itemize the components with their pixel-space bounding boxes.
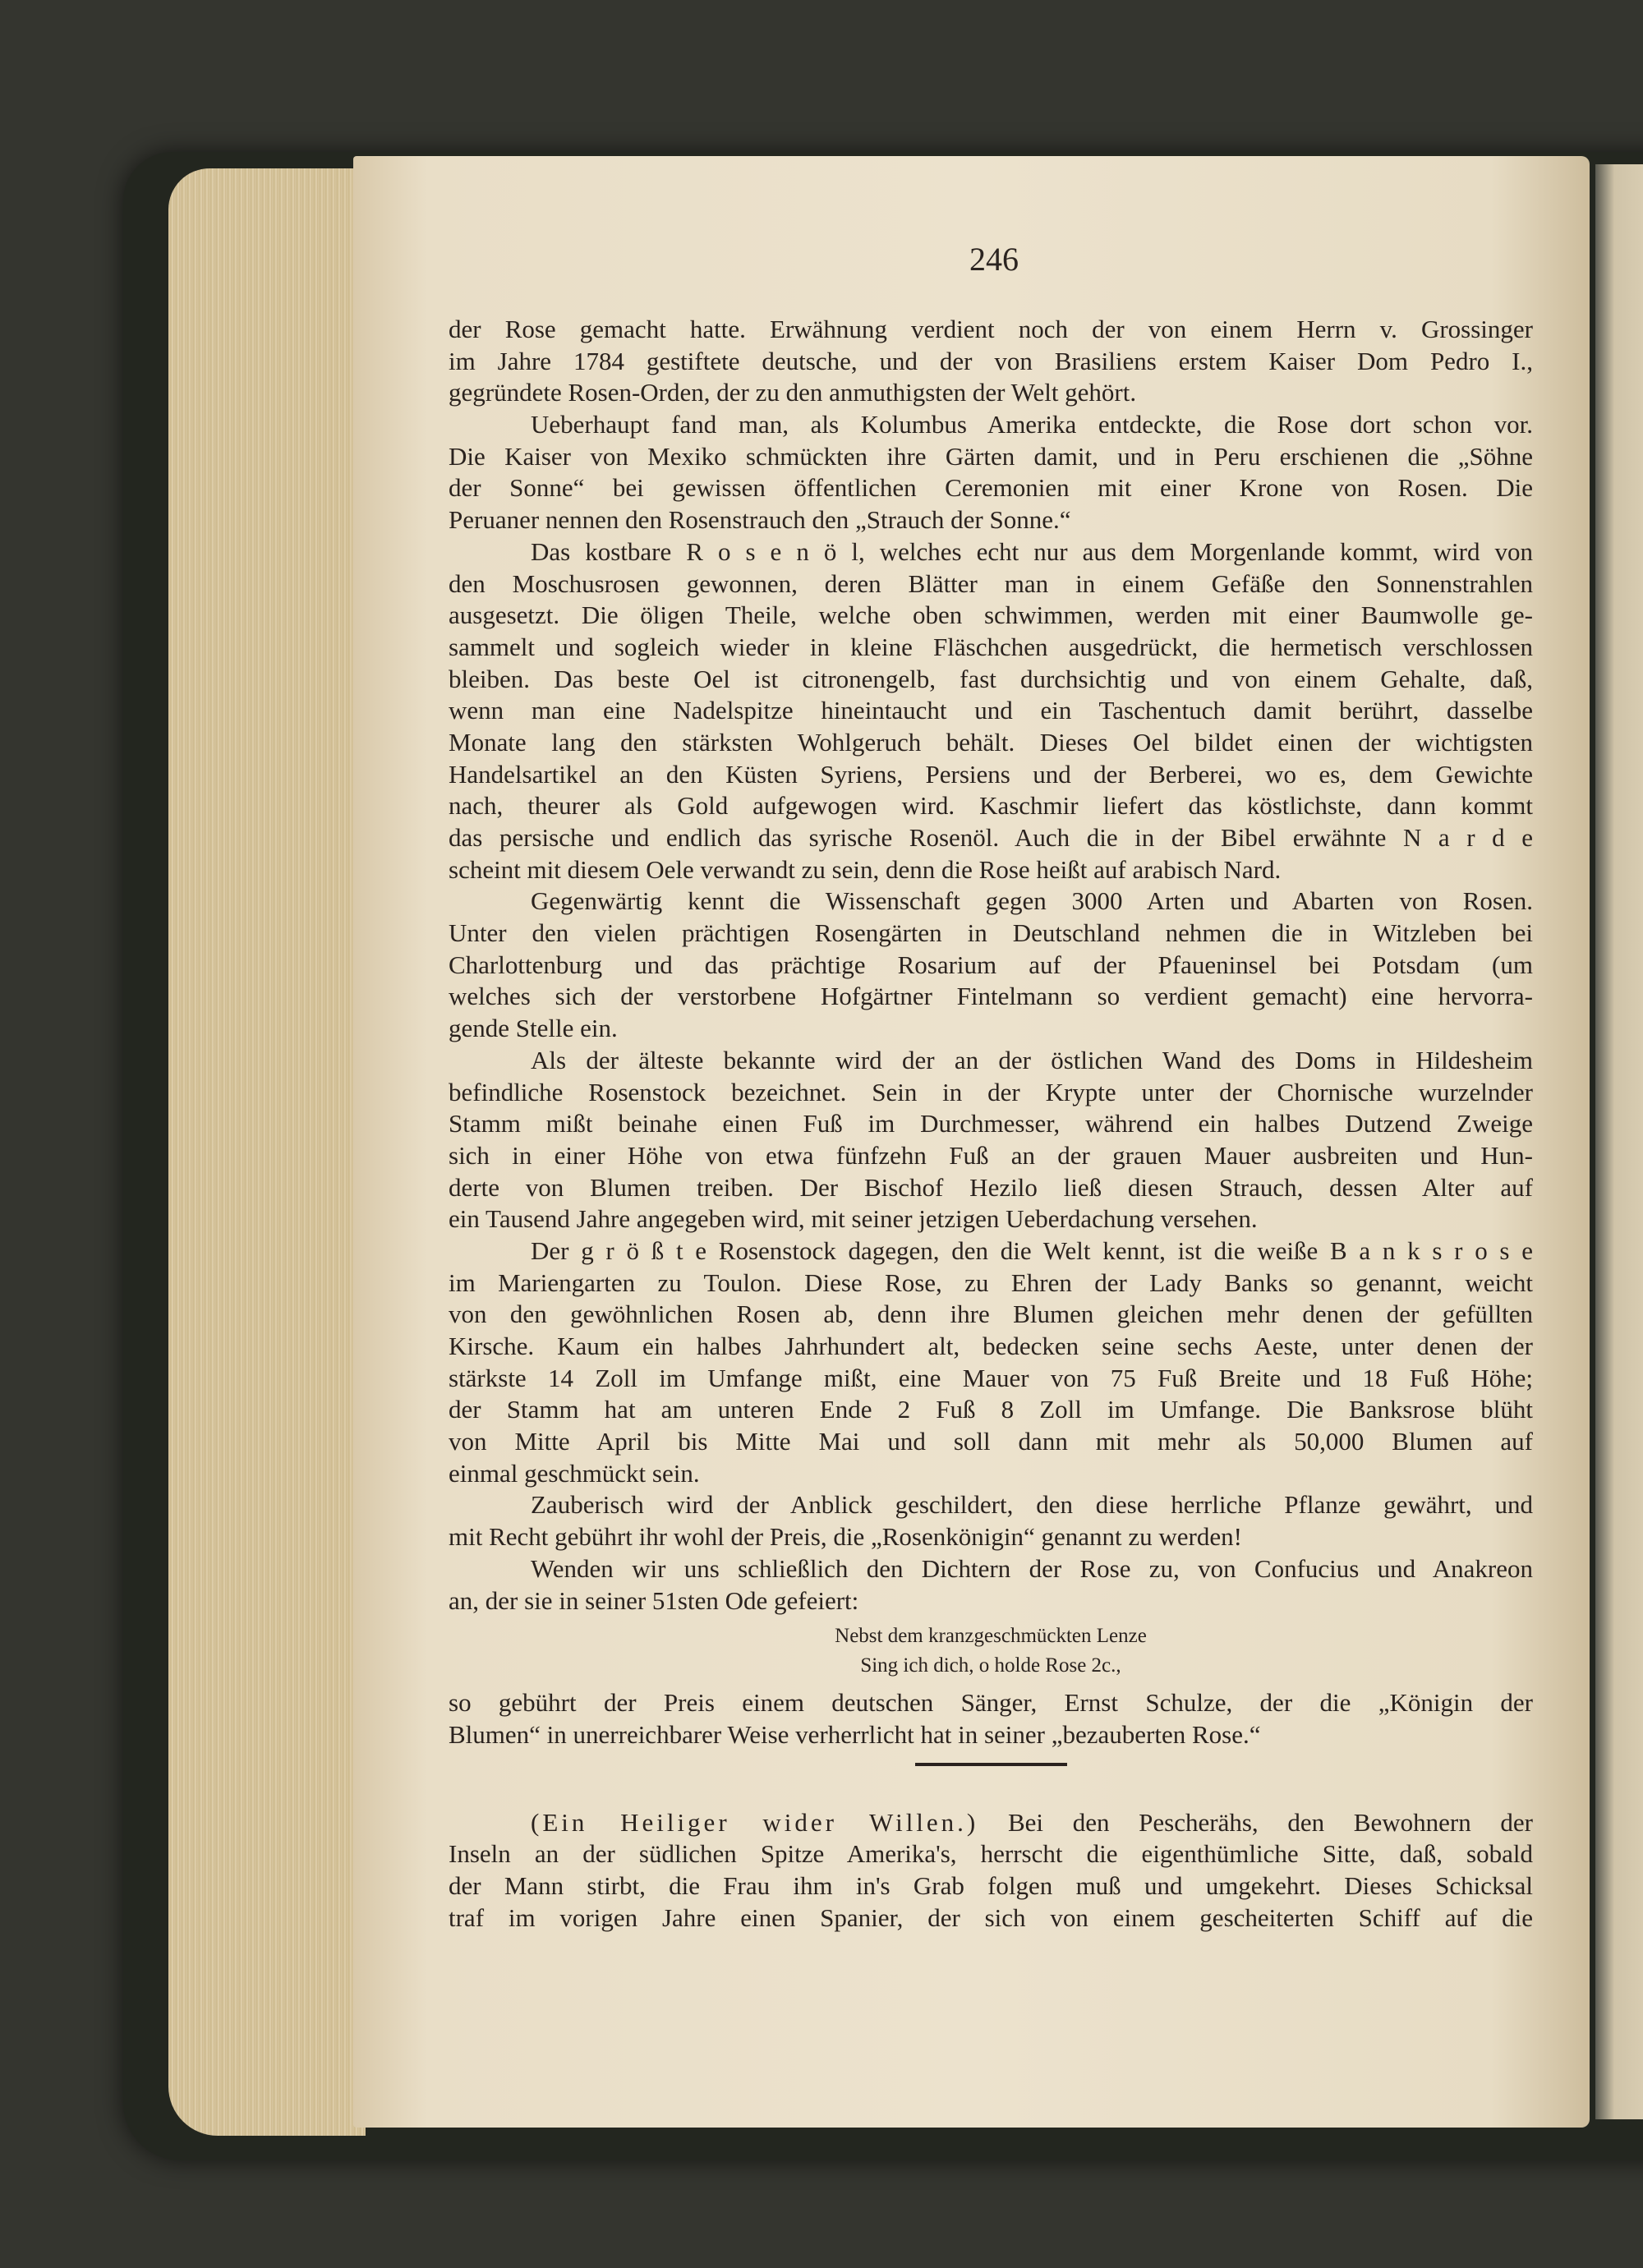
text-line: befindliche Rosenstock bezeichnet. Sein in der Krypte unter der Chornische wurzelnder [449,1077,1533,1106]
text-line: mit Recht gebührt ihr wohl der Preis, die „Rosenkönigin“ genannt zu werden! [449,1522,1242,1552]
text-line: gende Stelle ein. [449,1014,618,1043]
poem-line: Sing ich dich, o holde Rose 2c., [860,1654,1121,1677]
poem-quote [449,1617,1533,1687]
text-line: nach, theurer als Gold aufgewogen wird. Kaschmir liefert das köstlichste, dann kommt [449,791,1533,821]
text-line: Ueberhaupt fand man, als Kolumbus Amerika entdeckte, die Rose dort schon vor. [531,410,1533,439]
text-line: einmal geschmückt sein. [449,1458,700,1488]
page-edges [168,168,366,2136]
text-line: Monate lang den stärksten Wohlgeruch behält. Dieses Oel bildet einen der wichtigsten [449,727,1533,757]
text-line: derte von Blumen treiben. Der Bischof Hezilo ließ diesen Strauch, dessen Alter auf [449,1172,1533,1202]
text-line: das persische und endlich das syrische Rosenöl. Auch die in der Bibel erwähnte N a r d e [449,823,1533,852]
text-line: scheint mit diesem Oele verwandt zu sein, denn die Rose heißt auf arabisch Nard. [449,854,1282,884]
text-line: im Jahre 1784 gestiftete deutsche, und der von Brasiliens erstem Kaiser Dom Pedro I., [449,346,1533,375]
text-line: von den gewöhnlichen Rosen ab, denn ihre Blumen gleichen mehr denen der gefüllten [449,1300,1533,1329]
text-line: den Moschusrosen gewonnen, deren Blätter man in einem Gefäße den Sonnenstrahlen [449,568,1533,598]
text-line: Blumen“ in unerreichbarer Weise verherrlicht hat in seiner „bezauberten Rose.“ [449,1719,1261,1749]
text-line: Kirsche. Kaum ein halbes Jahrhundert alt, bedecken seine sechs Aeste, unter denen der [449,1332,1533,1360]
next-page-edge [1595,164,1643,2119]
text-line: gegründete Rosen-Orden, der zu den anmuthigsten der Welt gehört. [449,378,1137,407]
text-line: Gegenwärtig kennt die Wissenschaft gegen 3000 Arten und Abarten von Rosen. [531,886,1533,916]
text-line: traf im vorigen Jahre einen Spanier, der sich von einem gescheiterten Schiff auf die [449,1902,1533,1932]
text-line: Peruaner nennen den Rosenstrauch den „Strauch der Sonne.“ [449,505,1071,535]
text-line: sich in einer Höhe von etwa fünfzehn Fuß an der grauen Mauer ausbreiten und Hun- [449,1140,1533,1170]
text-line: ausgesetzt. Die öligen Theile, welche oben schwimmen, werden mit einer Baumwolle ge- [449,600,1533,630]
text-line: Zauberisch wird der Anblick geschildert, den diese herrliche Pflanze gewährt, und [531,1490,1533,1520]
text-line: Handelsartikel an den Küsten Syriens, Persiens und der Berberei, wo es, dem Gewichte [449,759,1533,789]
article-title: (Ein Heiliger wider Willen.) [531,1807,979,1837]
text-line: so gebührt der Preis einem deutschen Sänger, Ernst Schulze, der die „Königin der [449,1688,1533,1718]
text-line: Wenden wir uns schließlich den Dichtern der Rose zu, von Confucius und Anakreon [531,1553,1533,1583]
text-line: im Mariengarten zu Toulon. Diese Rose, zu Ehren der Lady Banks so genannt, weicht [449,1267,1533,1297]
text-line: stärkste 14 Zoll im Umfange mißt, eine Mauer von 75 Fuß Breite und 18 Fuß Höhe; [449,1363,1533,1392]
text-line: Der g r ö ß t e Rosenstock dagegen, den die Welt kennt, ist die weiße B a n k s r o s e [531,1235,1533,1265]
text-line: Charlottenburg und das prächtige Rosarium auf der Pfaueninsel bei Potsdam (um [449,950,1533,979]
text-line: sammelt und sogleich wieder in kleine Fläschchen ausgedrückt, die hermetisch verschlossen [449,632,1533,661]
page-number: 246 [969,241,1019,278]
text-line: der Mann stirbt, die Frau ihm in's Grab folgen muß und umgekehrt. Dieses Schicksal [449,1870,1533,1900]
page-text [449,314,1533,1934]
text-line: der Sonne“ bei gewissen öffentlichen Ceremonien mit einer Krone von Rosen. Die [449,473,1533,503]
text-fragment: Bei den Pescherähs, den Bewohnern der [1007,1807,1533,1837]
poem-line: Nebst dem kranzgeschmückten Lenze [835,1625,1147,1648]
text-line: bleiben. Das beste Oel ist citronengelb, fast durchsichtig und von einem Gehalte, daß, [449,664,1533,693]
text-line: Die Kaiser von Mexiko schmückten ihre Gärten damit, und in Peru erschienen die „Söhne [449,441,1533,471]
text-line: Als der älteste bekannte wird der an der östlichen Wand des Doms in Hildesheim [531,1045,1533,1074]
article-heading-line [449,1807,1533,1839]
text-line: wenn man eine Nadelspitze hineintaucht und ein Taschentuch damit berührt, dasselbe [449,696,1533,725]
text-line: an, der sie in seiner 51sten Ode gefeiert: [449,1585,859,1615]
section-divider [915,1763,1067,1766]
text-line: Das kostbare R o s e n ö l, welches echt nur aus dem Morgenlande kommt, wird von [531,536,1533,566]
text-line: der Stamm hat am unteren Ende 2 Fuß 8 Zoll im Umfange. Die Banksrose blüht [449,1395,1533,1424]
text-line: Inseln an der südlichen Spitze Amerika's, herrscht die eigenthümliche Sitte, daß, sobald [449,1839,1533,1869]
text-line: Stamm mißt beinahe einen Fuß im Durchmesser, während ein halbes Dutzend Zweige [449,1109,1533,1139]
text-line: der Rose gemacht hatte. Erwähnung verdient noch der von einem Herrn v. Grossinger [449,315,1533,343]
text-line: ein Tausend Jahre angegeben wird, mit seiner jetzigen Ueberdachung versehen. [449,1204,1258,1234]
text-line: welches sich der verstorbene Hofgärtner Fintelmann so verdient gemacht) eine hervorra- [449,982,1533,1011]
text-line: Unter den vielen prächtigen Rosengärten in Deutschland nehmen die in Witzleben bei [449,918,1533,948]
text-line: von Mitte April bis Mitte Mai und soll dann mit mehr als 50,000 Blumen auf [449,1427,1533,1456]
